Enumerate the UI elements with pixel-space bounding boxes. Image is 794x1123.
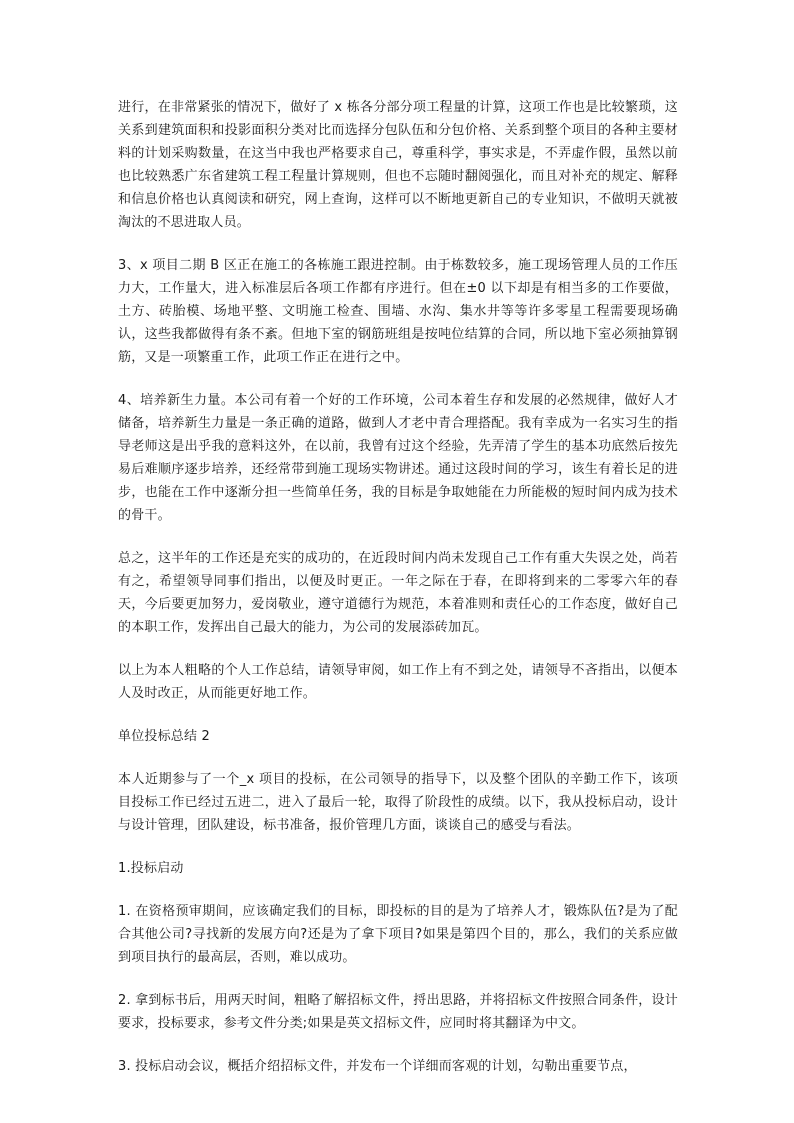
paragraph-closing: 以上为本人粗略的个人工作总结，请领导审阅，如工作上有不到之处，请领导不吝指出，以便本人及时改正，从而能更好地工作。 — [118, 663, 678, 701]
paragraph-summary: 总之，这半年的工作还是充实的成功的，在近段时间内尚未发现自己工作有重大失误之处，尚若有之，希望领导同事们指出，以便及时更正。一年之际在于春，在即将到来的二零零六年的春天，今后要更加努力，爱岗敬业，遵守道德行为规范，本着准则和责任心的工作态度，做好自己的本职工作，发挥出自己最大的能力，为公司的发展添砖加瓦。 — [118, 551, 678, 635]
subsection-title: 1.投标启动 — [118, 861, 184, 876]
list-item-1: 1. 在资格预审期间，应该确定我们的目标，即投标的目的是为了培养人才，锻炼队伍?是为了配合其他公司?寻找新的发展方向?还是为了拿下项目?如果是第四个目的，那么，我们的关系应做到项目执行的最高层，否则，难以成功。 — [118, 904, 678, 965]
paragraph-quantity-calculation: 进行，在非常紧张的情况下，做好了 x 栋各分部分项工程量的计算，这项工作也是比较繁琐，这关系到建筑面积和投影面积分类对比而选择分包队伍和分包价格、关系到整个项目的各种主要材料的计划采购数量，在这当中我也严格要求自己，尊重科学，事实求是，不弄虚作假，虽然以前也比较熟悉广东省建筑工程工程量计算规则，但也不忘随时翻阅强化，而且对补充的规定、解释和信息价格也认真阅读和研究，网上查询，这样可以不断地更新自己的专业知识，不做明天就被淘汰的不思进取人员。 — [118, 100, 678, 230]
paragraph-construction-control: 3、x 项目二期 B 区正在施工的各栋施工跟进控制。由于栋数较多，施工现场管理人员的工作压力大，工作量大，进入标准层后各项工作都有序进行。但在±0 以下却是有相当多的工作要做，土方、砖胎模、场地平整、文明施工检查、围墙、水沟、集水井等等许多零星工程需要现场确认，这些我都做得有条不紊。但地下室的钢筋班组是按吨位结算的合同，所以地下室必须抽算钢筋，又是一项繁重工作，此项工作正在进行之中。 — [118, 258, 678, 365]
paragraph-training: 4、培养新生力量。本公司有着一个好的工作环境，公司本着生存和发展的必然规律，做好人才储备，培养新生力量是一条正确的道路，做到人才老中青合理搭配。我有幸成为一名实习生的指导老师这是出乎我的意料这外，在以前，我曾有过这个经验，先弄清了学生的基本功底然后按先易后难顺序逐步培养，还经常带到施工现场实物讲述。通过这段时间的学习，该生有着长足的进步，也能在工作中逐渐分担一些简单任务，我的目标是争取她能在力所能极的短时间内成为技术的骨干。 — [118, 393, 678, 523]
paragraph-bid-intro: 本人近期参与了一个_x 项目的投标，在公司领导的指导下，以及整个团队的辛勤工作下，该项目投标工作已经过五进二，进入了最后一轮，取得了阶段性的成绩。以下，我从投标启动，设计与设计管理，团队建设，标书准备，报价管理几方面，谈谈自己的感受与看法。 — [118, 772, 678, 833]
list-item-3: 3. 投标启动会议，概括介绍招标文件，并发布一个详细而客观的计划，勾勒出重要节点， — [118, 1059, 637, 1074]
list-item-2: 2. 拿到标书后，用两天时间，粗略了解招标文件，捋出思路，并将招标文件按照合同条件，设计要求，投标要求，参考文件分类;如果是英文招标文件，应同时将其翻译为中文。 — [118, 993, 678, 1031]
section-title: 单位投标总结 2 — [118, 729, 211, 744]
document-page — [118, 96, 678, 1098]
